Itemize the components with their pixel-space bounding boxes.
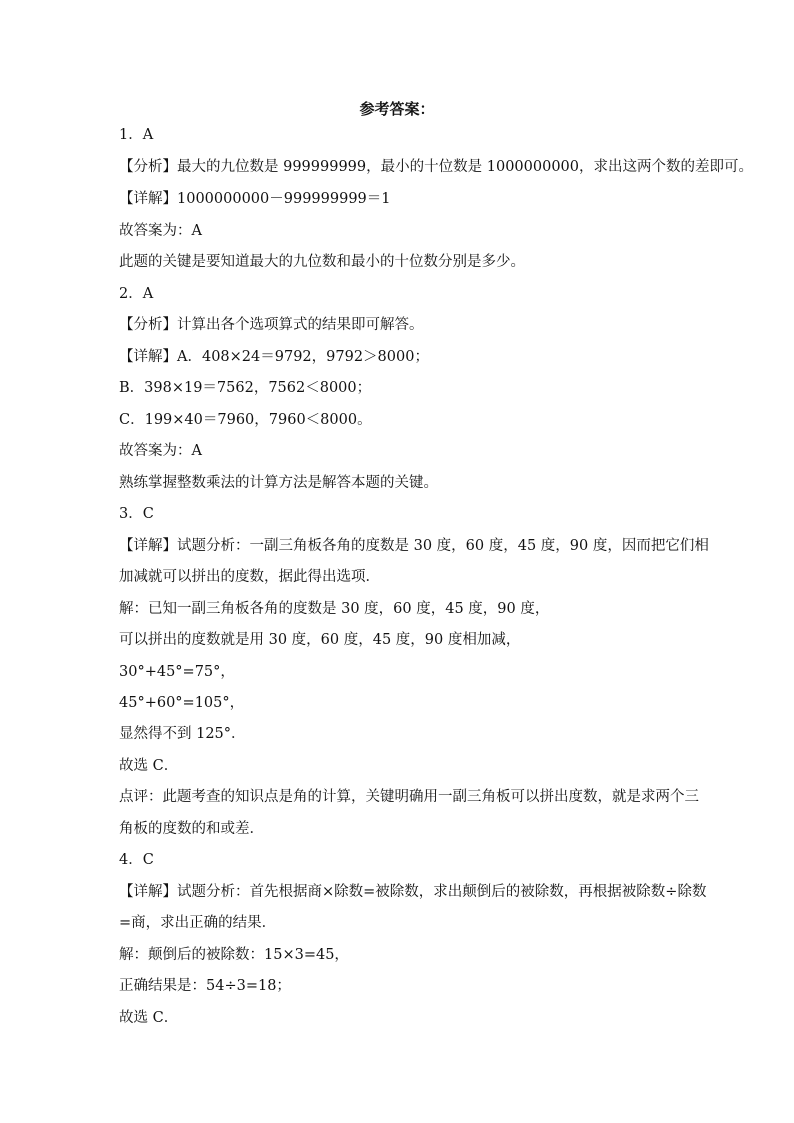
answer-title: 参考答案： bbox=[359, 100, 435, 118]
answer-4-label: 4．C bbox=[119, 852, 154, 868]
answer-3-label: 3．C bbox=[119, 506, 154, 522]
answer-3-conclusion: 显然得不到 125°． bbox=[119, 726, 246, 742]
answer-2-note: 熟练掌握整数乘法的计算方法是解答本题的关键。 bbox=[119, 475, 438, 491]
answer-3-solution-line1: 解：已知一副三角板各角的度数是 30 度，60 度，45 度，90 度， bbox=[119, 601, 550, 617]
answer-4-detail-line1: 【详解】试题分析：首先根据商×除数=被除数，求出颠倒后的被除数，再根据被除数÷除数 bbox=[119, 884, 707, 900]
answer-1-result: 故答案为：A bbox=[119, 223, 202, 239]
answer-3-calc-1: 30°+45°=75°， bbox=[119, 664, 235, 680]
answer-2-detail-a: 【详解】A．408×24＝9792，9792＞8000； bbox=[119, 349, 429, 365]
answer-3-choice: 故选 C． bbox=[119, 758, 179, 774]
answer-4-solution-line1: 解：颠倒后的被除数：15×3=45， bbox=[119, 947, 349, 963]
answer-3-comment-line2: 角板的度数的和或差． bbox=[119, 821, 264, 837]
answer-3-detail-line1: 【详解】试题分析：一副三角板各角的度数是 30 度，60 度，45 度，90 度，因而把它们相 bbox=[119, 538, 709, 554]
answer-4-solution-line2: 正确结果是：54÷3=18； bbox=[119, 978, 291, 994]
answer-1-label: 1．A bbox=[119, 127, 154, 143]
answer-3-solution-line2: 可以拼出的度数就是用 30 度，60 度，45 度，90 度相加减， bbox=[119, 632, 521, 648]
answer-3-calc-2: 45°+60°=105°， bbox=[119, 695, 245, 711]
answer-2-detail-c: C．199×40＝7960，7960＜8000。 bbox=[119, 412, 372, 428]
answer-4-choice: 故选 C． bbox=[119, 1010, 179, 1026]
answer-4-detail-line2: =商，求出正确的结果． bbox=[119, 915, 277, 931]
answer-3-detail-line2: 加减就可以拼出的度数，据此得出选项． bbox=[119, 569, 380, 585]
answer-2-detail-b: B．398×19＝7562，7562＜8000； bbox=[119, 380, 372, 396]
answer-2-label: 2．A bbox=[119, 286, 154, 302]
answer-1-detail: 【详解】1000000000－999999999＝1 bbox=[119, 191, 391, 207]
answer-1-analysis: 【分析】最大的九位数是 999999999，最小的十位数是 1000000000，求出这两个数的差即可。 bbox=[119, 159, 753, 175]
answer-1-note: 此题的关键是要知道最大的九位数和最小的十位数分别是多少。 bbox=[119, 254, 525, 270]
answer-2-analysis: 【分析】计算出各个选项算式的结果即可解答。 bbox=[119, 317, 424, 333]
answer-2-result: 故答案为：A bbox=[119, 443, 202, 459]
answer-3-comment-line1: 点评：此题考查的知识点是角的计算，关键明确用一副三角板可以拼出度数，就是求两个三 bbox=[119, 789, 699, 805]
